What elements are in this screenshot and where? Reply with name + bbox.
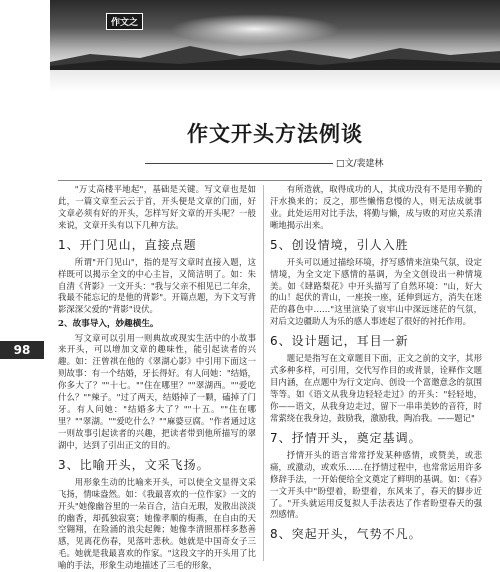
section-heading-7: 7、抒情开头，奠定基调。 [270, 430, 422, 445]
intro-paragraph: "万丈高楼平地起"，基础是关键。写文章也是如此，一篇文章至云云于首，开头便是文章的门面，好文章必须有好的开头，怎样写好文章的开头呢？一般来说，文章开头有以下几种方法。 [58, 184, 256, 230]
byline-row [145, 156, 415, 170]
section-tag: 作文之 [106, 13, 143, 30]
header-banner [50, 0, 500, 92]
right-column [270, 184, 482, 561]
section-heading-8: 8、突起开头，气势不凡。 [270, 527, 422, 542]
section-paragraph-2: 写文章可以引用一则典故或现实生活中的小故事来开头，可以增加文章的趣味性，能引起读者的兴趣。如：汪曾祺在他的《翠湖心影》中引用下面这一则故事：有一个结婚，牙长得好。有人问她："结婚，你多大了？""十七。""住在哪里？""翠湖西。""爱吃什么？""辣子。"过了两天，结婚掉了一颗，磕掉了门牙。有人问她："结婚多大了？""十五。""住在哪里？""翠湖。""爱吃什么？""麻婆豆腐。"作者通过这一则故事引起读者的兴趣，把读者带到他所描写的翠湖中，达到了引出正文的目的。 [58, 332, 256, 450]
section-heading-2: 2、故事导入，妙趣横生。 [58, 319, 159, 330]
section-paragraph-3: 用形象生动的比喻来开头，可以使全文显得文采飞扬，情味盎然。如：《我最喜欢的一位作家》一文的开头"她像幽谷里的一朵百合，洁白无瑕，发散出淡淡的幽香，却孤独寂寞；她像孝顺的梅燕，在自由的天空翱翔，在险涌的浪尖起舞；她像李清照那样多愁善感，见离花伤春，见落叶悲秋。她就是中国奇女子三毛。她就是我最喜欢的作家。"这段文字的开头用了比喻的手法，形象生动地描述了三毛的形象， [58, 476, 256, 571]
section-heading-1: 1、开门见山，直接点题 [58, 237, 197, 252]
section-heading-6: 6、设计题记，耳目一新 [270, 334, 409, 349]
mountain-ridge-image [50, 40, 500, 70]
section-heading-5: 5、创设情境，引人入胜 [270, 237, 409, 252]
left-column [58, 184, 256, 571]
section-paragraph-7: 抒情开头的语言常常抒发某种感情，或赞美，或悲痛，或激动，或欢乐……在抒情过程中，也常常运用许多修辞手法，一开始便给全文奠定了鲜明的基调。如：《春》一文开头中"盼望着，盼望着，东风来了，春天的脚步近了。"开头就运用反复拟人手法表达了作者盼望春天的强烈感情。 [270, 449, 482, 520]
section-heading-3: 3、比喻开头，文采飞扬。 [58, 457, 210, 472]
section-paragraph-4-continued: 有所造就，取得成功的人，其成功没有不是用辛勤的汗水换来的；反之，那些懒惰怠慢的人，则无法成就事业。此处运用对比手法，将勤与懒，成与败的对应关系清晰地揭示出来。 [270, 184, 482, 230]
section-paragraph-1: 所谓"开门见山"，指的是写文章时直接入题，这样既可以揭示全文的中心主旨，又简洁明了。如：朱自清《背影》一文开头："我与父亲不相见已二年余，我最不能忘记的是他的背影"。开篇点题，为下文写背影深深父爱的"背影"设伏。 [58, 256, 256, 315]
section-paragraph-6: 题记是指写在文章题目下面，正文之前的文字，其形式多种多样，可引用，交代写作目的或背景，诠释作文题目内涵，在点题中为行文定向、创设一个富邀意念的氛围等等。如《语文从我身边轻轻走过》的开头："轻轻地，你——语文，从我身边走过，留下一串串美妙的音符，时常萦绕在我身边，鼓励我，激励我，陶冶我。——题记" [270, 353, 482, 423]
page-number: 98 [0, 341, 44, 359]
byline-rule [145, 163, 333, 164]
author-byline: □文/裴建林 [336, 159, 384, 169]
article-title: 作文开头方法例谈 [187, 121, 363, 146]
section-paragraph-5: 开头可以通过描绘环境，抒写感情来渲染气氛，设定情境，为全文定下感情的基调，为全文创设出一种情境美。如《肆路梨花》中开头描写了自然环境："山，好大的山！起伏的青山，一座挨一座，延伸到远方，消失在迷茫的暮色中……"这里渲染了哀牢山中深远迷茫的气氛，对后文边疆助人为乐的感人事迹起了很好的衬托作用。 [270, 256, 482, 327]
column-divider [263, 185, 264, 561]
title-rule [58, 180, 482, 181]
